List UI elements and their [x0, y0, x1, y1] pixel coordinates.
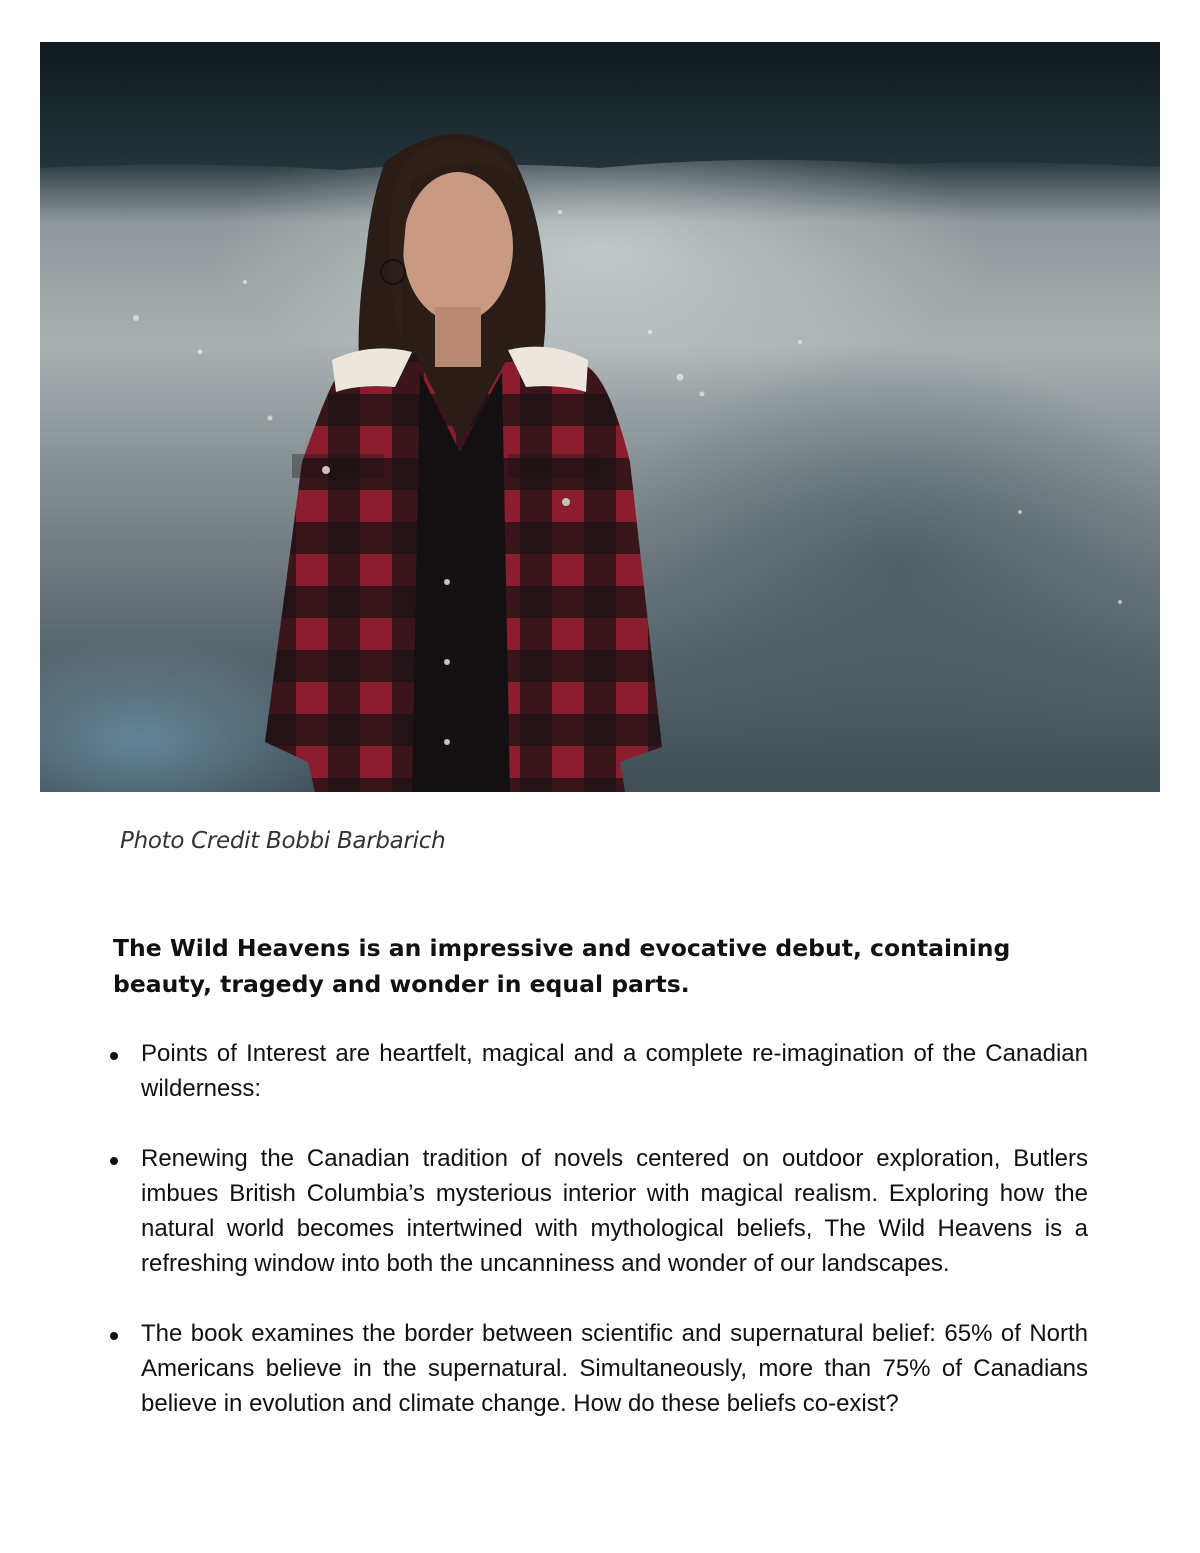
- author-photo: [40, 42, 1160, 792]
- bullet-icon: [110, 1052, 118, 1060]
- bullet-icon: [110, 1157, 118, 1165]
- author-photo-illustration: [40, 42, 1160, 792]
- photo-credit-caption: Photo Credit Bobbi Barbarich: [120, 828, 446, 854]
- list-item: [110, 1316, 1088, 1421]
- list-item-text: Points of Interest are heartfelt, magical and a complete re-imagination of the Canadian wilderness:: [141, 1040, 1088, 1102]
- list-item-text: The book examines the border between scientific and supernatural belief: 65% of North Americans believe in the supernatural. Simultaneously, more than 75% of Canadians believe in evolution and climate change. How do these beliefs co-exist?: [141, 1320, 1088, 1417]
- list-item: [110, 1141, 1088, 1281]
- bullet-icon: [110, 1332, 118, 1340]
- points-of-interest-list: [110, 1036, 1088, 1456]
- list-item: [110, 1036, 1088, 1106]
- list-item-text: Renewing the Canadian tradition of novels centered on outdoor exploration, Butlers imbues British Columbia’s mysterious interior with magical realism. Exploring how the natural world becomes intertwined with mythological beliefs, The Wild Heavens is a refreshing window into both the uncanniness and wonder of our landscapes.: [141, 1145, 1088, 1277]
- lead-statement: The Wild Heavens is an impressive and evocative debut, containing beauty, tragedy and wonder in equal parts.: [113, 934, 1011, 998]
